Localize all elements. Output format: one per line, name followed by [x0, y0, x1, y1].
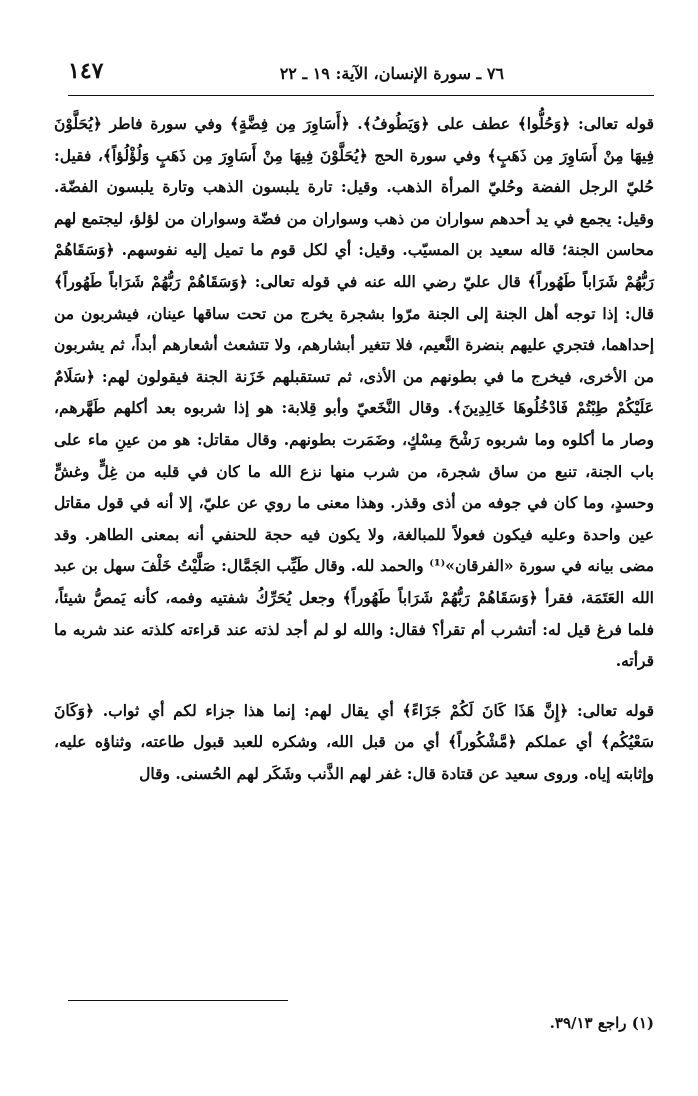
page-header: [68, 58, 654, 92]
footnote-rule: [68, 1000, 288, 1001]
footnote: (١) راجع ٣٩/١٣.: [549, 1014, 654, 1032]
header-rule: [68, 95, 654, 96]
page-number: ١٤٧: [68, 58, 104, 84]
running-title: ٧٦ ـ سورة الإنسان، الآية: ١٩ ـ ٢٢: [279, 64, 504, 83]
main-text: [54, 108, 654, 789]
paragraph: قوله تعالى: ﴿إِنَّ هَذَا كَانَ لَكُمْ جَزَاءً﴾ أي يقال لهم: إنما هذا جزاء لكم أي ثواب. ﴿وَكَانَ سَعْيُكُم﴾ أي عملكم ﴿مَّشْكُوراً﴾ أي من قبل الله، وشكره للعبد قبول طاعته، وثناؤه عليه، وإثابته إياه. وروى سعيد عن قتادة قال: غفر لهم الذَّنب وشَكَر لهم الحُسنى. وقال: [54, 700, 654, 783]
paragraph: قوله تعالى: ﴿وَحُلُّوا﴾ عطف على ﴿وَيَطُوفُ﴾. ﴿أَسَاوِرَ مِن فِضَّةٍ﴾ وفي سورة فاطر ﴿يُحَلَّوْنَ فِيهَا مِنْ أَسَاوِرَ مِن ذَهَبٍ﴾ وفي سورة الحج ﴿يُحَلَّوْنَ فِيهَا مِنْ أَسَاوِرَ مِن ذَهَبٍ وَلُؤْلُؤاً﴾، فقيل: حُليّ الرجل الفضة وحُليّ المرأة الذهب. وقيل: تارة يلبسون الذهب وتارة يلبسون الفضّة. وقيل: يجمع في يد أحدهم سواران من ذهب وسواران من فضّة وسواران من لؤلؤ، ليجتمع لهم محاسن الجنة؛ قاله سعيد بن المسيّب. وقيل: أي لكل قوم ما تميل إليه نفوسهم. ﴿وَسَقَاهُمْ رَبُّهُمْ شَرَاباً طَهُوراً﴾ قال عليّ رضي الله عنه في قوله تعالى: ﴿وَسَقَاهُمْ رَبُّهُمْ شَرَاباً طَهُوراً﴾ قال: إذا توجه أهل الجنة إلى الجنة مرّوا بشجرة يخرج من تحت ساقها عينان، فيشربون من إحداهما، فتجري عليهم بنضرة النَّعيم، فلا تتغير أبشارهم، ولا تتشعث أشعارهم أبداً، ثم يشربون من الأخرى، فيخرج ما في بطونهم من الأذى، ثم تستقبلهم خَزَنة الجنة فيقولون لهم: ﴿سَلَامٌ عَلَيْكُمْ طِبْتُمْ فَادْخُلُوهَا خَالِدِينَ﴾. وقال النَّخَعيّ وأبو قِلابة: هو إذا شربوه بعد أكلهم طَهَّرهم، وصار ما أكلوه وما شربوه رَشْحَ مِسْكٍ، وضَمَرت بطونهم. وقال مقاتل: هو من عينِ ماء على باب الجنة، تنبع من ساق شجرة، من شرب منها نزع الله ما كان في قلبه من غِلٍّ وغشٍّ وحسدٍ، وما كان في جوفه من أذى وقذر. وهذا معنى ما روي عن عليّ، إلا أنه في قول مقاتل عين واحدة وعليه فيكون فعولاً للمبالغة، ولا يكون فيه حجة للحنفي أنه بمعنى الطاهر. وقد مضى بيانه في سورة «الفرقان»⁽¹⁾ والحمد لله. وقال طَيِّب الجَمَّال: صَلَّيْتُ خَلْفَ سهل بن عبد الله العَتَمَة، فقرأ ﴿وَسَقَاهُمْ رَبُّهُمْ شَرَاباً طَهُوراً﴾ وجعل يُحَرِّكُ شفتيه وفمه، كأنه يَمصُّ شيئاً، فلما فرغ قيل له: أتشرب أم تقرأ؟ فقال: والله لو لم أجد لذته عند قراءته كلذته عند شربه ما قرأته.: [54, 114, 654, 671]
